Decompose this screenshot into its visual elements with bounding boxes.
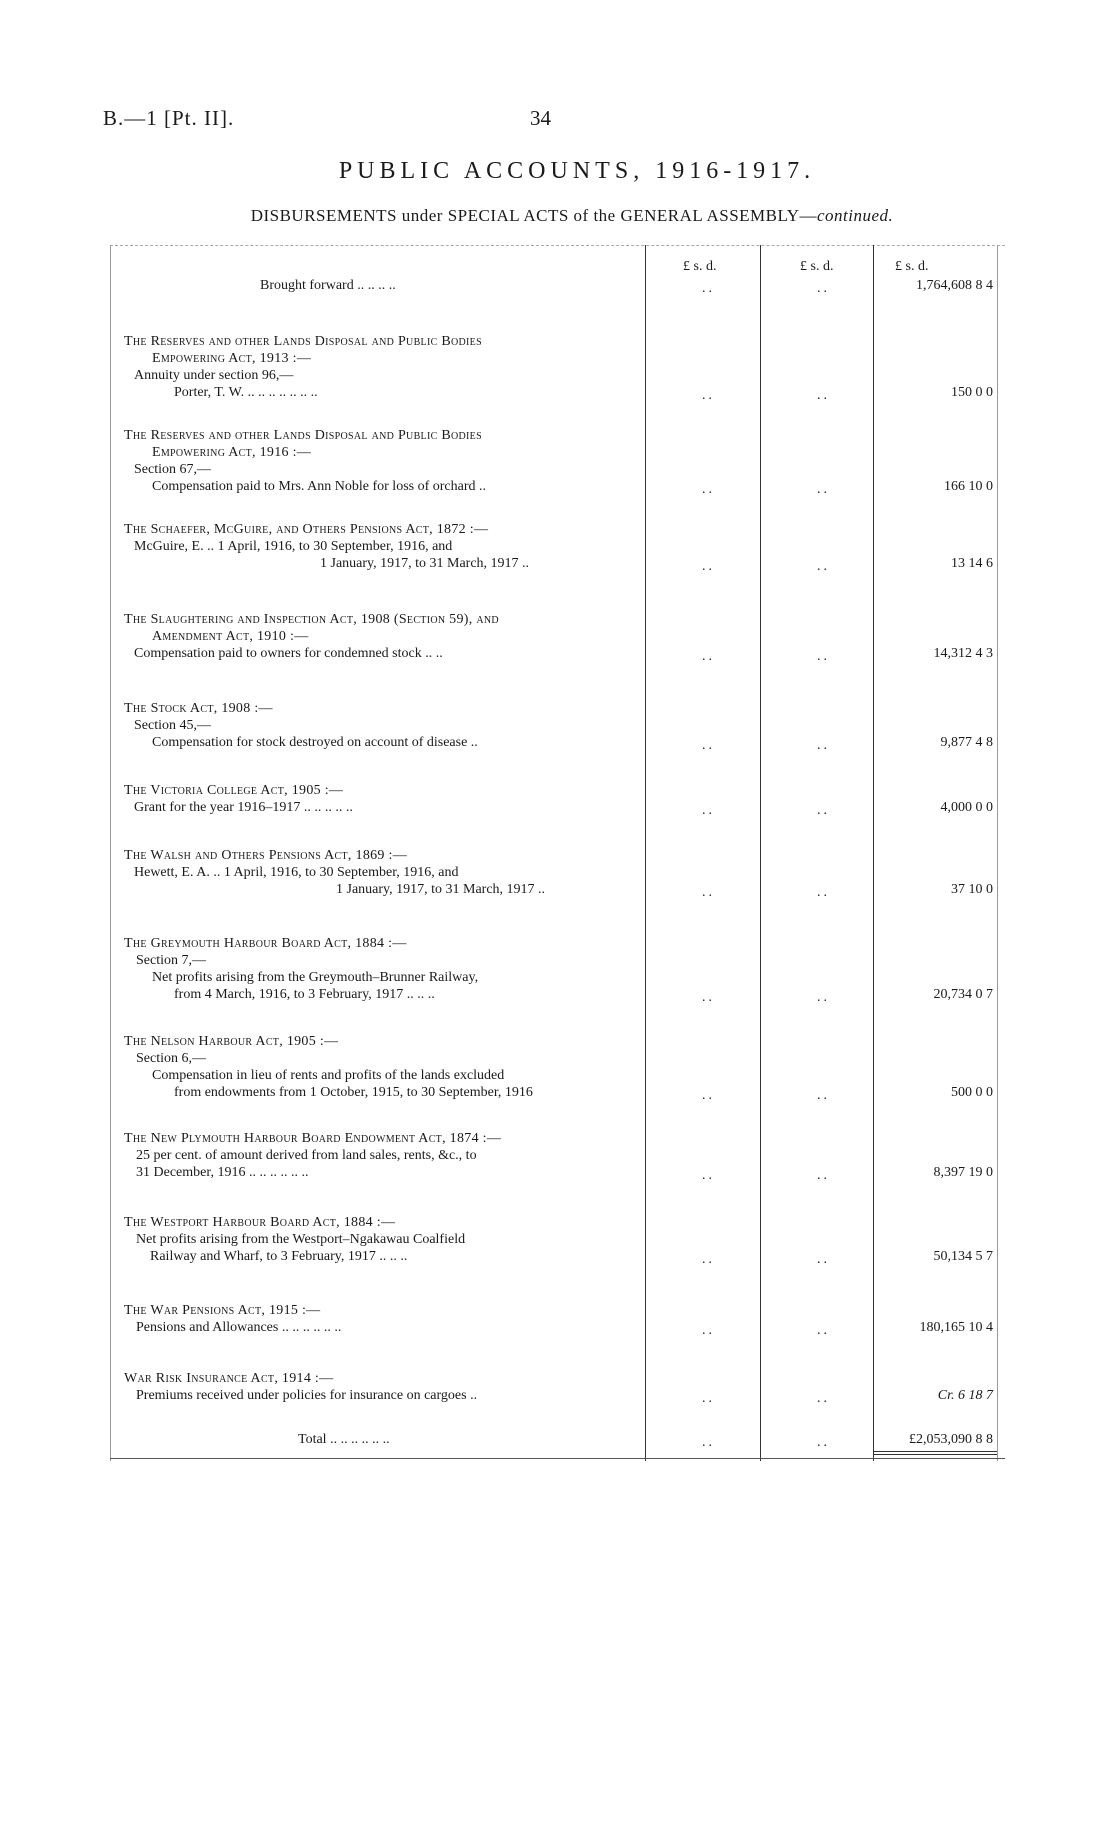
page-title: PUBLIC ACCOUNTS, 1916-1917.: [338, 158, 816, 184]
row-detail: Compensation paid to owners for condemned stock .. ..: [134, 646, 443, 661]
row-amount: 20,734 0 7: [933, 987, 993, 1002]
subtitle-continued: continued.: [816, 206, 894, 225]
row-description: [124, 700, 636, 751]
row-description: [124, 935, 636, 1003]
act-title-cont: Empowering Act, 1916 :—: [152, 445, 312, 460]
row-description: [124, 1214, 636, 1265]
currency-header-col1: £ s. d.: [683, 259, 717, 274]
act-title: The War Pensions Act, 1915 :—: [124, 1303, 321, 1318]
table-top-rule: [110, 245, 1005, 246]
table-right-rule: [997, 245, 998, 1461]
row-detail: Section 6,—: [136, 1051, 206, 1066]
act-title: The Walsh and Others Pensions Act, 1869 :—: [124, 848, 408, 863]
col1-dots: ..: [702, 1168, 715, 1183]
row-detail: Grant for the year 1916–1917 .. .. .. .. ..: [134, 800, 353, 815]
col2-dots: ..: [817, 990, 830, 1005]
act-title: The Reserves and other Lands Disposal and Public Bodies: [124, 334, 482, 349]
total-amount: £2,053,090 8 8: [909, 1432, 993, 1447]
col1-dots: ..: [702, 1391, 715, 1406]
row-detail: Compensation in lieu of rents and profits of the lands excluded: [152, 1068, 505, 1083]
col1-dots: ..: [702, 990, 715, 1005]
col2-dots: ..: [817, 885, 830, 900]
table-bottom-rule: [110, 1458, 1005, 1459]
row-amount: 13 14 6: [951, 556, 993, 571]
col2-dots: ..: [817, 1088, 830, 1103]
act-title: The Greymouth Harbour Board Act, 1884 :—: [124, 936, 407, 951]
row-detail: from 4 March, 1916, to 3 February, 1917 .. .. ..: [174, 987, 435, 1002]
row-description: [124, 1370, 636, 1404]
col1-dots: ..: [702, 649, 715, 664]
row-detail: 1 January, 1917, to 31 March, 1917 ..: [320, 556, 530, 571]
column-divider-1: [645, 245, 646, 1461]
row-detail: 1 January, 1917, to 31 March, 1917 ..: [336, 882, 546, 897]
row-description: [124, 427, 636, 495]
col2-dots: ..: [817, 1252, 830, 1267]
total-col2: ..: [817, 1435, 830, 1450]
col2-dots: ..: [817, 1168, 830, 1183]
col1-dots: ..: [702, 1252, 715, 1267]
row-detail: Premiums received under policies for insurance on cargoes ..: [136, 1388, 478, 1403]
brought-forward-amount: 1,764,608 8 4: [916, 278, 993, 293]
col1-dots: ..: [702, 559, 715, 574]
row-description: [124, 1302, 636, 1336]
page-reference: B.—1 [Pt. II].: [103, 106, 235, 130]
row-detail: Compensation paid to Mrs. Ann Noble for loss of orchard ..: [152, 479, 487, 494]
col2-dots: ..: [817, 803, 830, 818]
row-description: [124, 521, 636, 572]
col2-dots: ..: [817, 1391, 830, 1406]
col2-dots: ..: [817, 482, 830, 497]
row-detail: Pensions and Allowances .. .. .. .. .. ..: [136, 1320, 342, 1335]
col2-dots: ..: [817, 388, 830, 403]
row-description: [124, 847, 636, 898]
row-description: [124, 611, 636, 662]
page-number: 34: [530, 106, 551, 130]
row-amount: 8,397 19 0: [933, 1165, 993, 1180]
col1-dots: ..: [702, 1323, 715, 1338]
act-title: The Nelson Harbour Act, 1905 :—: [124, 1034, 339, 1049]
act-title: The New Plymouth Harbour Board Endowment Act, 1874 :—: [124, 1131, 502, 1146]
row-detail: Net profits arising from the Greymouth–Brunner Railway,: [152, 970, 479, 985]
row-detail: Annuity under section 96,—: [134, 368, 294, 383]
col1-dots: ..: [702, 885, 715, 900]
act-title: The Victoria College Act, 1905 :—: [124, 783, 344, 798]
row-detail: Section 67,—: [134, 462, 211, 477]
act-title: The Schaefer, McGuire, and Others Pensions Act, 1872 :—: [124, 522, 489, 537]
row-amount: 50,134 5 7: [933, 1249, 993, 1264]
row-detail: Section 45,—: [134, 718, 211, 733]
row-description: [124, 333, 636, 401]
col2-dots: ..: [817, 1323, 830, 1338]
row-amount: 150 0 0: [951, 385, 993, 400]
page-subtitle: [0, 206, 1114, 226]
row-amount: 9,877 4 8: [940, 735, 993, 750]
total-label: Total .. .. .. .. .. ..: [298, 1432, 390, 1447]
act-title: The Westport Harbour Board Act, 1884 :—: [124, 1215, 396, 1230]
row-description: [124, 1033, 636, 1101]
row-amount: 4,000 0 0: [940, 800, 993, 815]
subtitle-text: DISBURSEMENTS under SPECIAL ACTS of the GENERAL ASSEMBLY—: [250, 206, 817, 225]
row-description: [124, 782, 636, 816]
act-title: War Risk Insurance Act, 1914 :—: [124, 1371, 334, 1386]
total-col1: ..: [702, 1435, 715, 1450]
column-divider-2: [760, 245, 761, 1461]
total-double-rule: [873, 1451, 997, 1455]
row-detail: Section 7,—: [136, 953, 206, 968]
row-amount: 14,312 4 3: [933, 646, 993, 661]
row-detail: Hewett, E. A. .. 1 April, 1916, to 30 September, 1916, and: [134, 865, 459, 880]
currency-header-col2: £ s. d.: [800, 259, 834, 274]
col1-dots: ..: [702, 482, 715, 497]
row-detail: Porter, T. W. .. .. .. .. .. .. ..: [174, 385, 318, 400]
row-amount: 166 10 0: [944, 479, 993, 494]
col2-dots: ..: [817, 559, 830, 574]
row-detail: McGuire, E. .. 1 April, 1916, to 30 September, 1916, and: [134, 539, 453, 554]
row-detail: Compensation for stock destroyed on account of disease ..: [152, 735, 478, 750]
row-description: [124, 1130, 636, 1181]
act-title: The Reserves and other Lands Disposal and Public Bodies: [124, 428, 482, 443]
row-amount: Cr. 6 18 7: [937, 1388, 993, 1403]
column-divider-3: [873, 245, 874, 1461]
act-title-cont: Amendment Act, 1910 :—: [152, 629, 309, 644]
row-amount: 180,165 10 4: [919, 1320, 993, 1335]
row-detail: 31 December, 1916 .. .. .. .. .. ..: [136, 1165, 309, 1180]
currency-header-col3: £ s. d.: [895, 259, 929, 274]
disbursements-table: [110, 245, 1005, 1461]
row-detail: Railway and Wharf, to 3 February, 1917 .. .. ..: [150, 1249, 408, 1264]
brought-forward-col2: ..: [817, 281, 830, 296]
col1-dots: ..: [702, 803, 715, 818]
row-detail: from endowments from 1 October, 1915, to 30 September, 1916: [174, 1085, 533, 1100]
col1-dots: ..: [702, 738, 715, 753]
col1-dots: ..: [702, 388, 715, 403]
table-left-rule: [110, 245, 111, 1461]
act-title: The Slaughtering and Inspection Act, 1908 (Section 59), and: [124, 612, 499, 627]
row-amount: 500 0 0: [951, 1085, 993, 1100]
row-amount: 37 10 0: [951, 882, 993, 897]
row-detail: Net profits arising from the Westport–Ngakawau Coalfield: [136, 1232, 466, 1247]
act-title: The Stock Act, 1908 :—: [124, 701, 273, 716]
brought-forward-col1: ..: [702, 281, 715, 296]
col1-dots: ..: [702, 1088, 715, 1103]
col2-dots: ..: [817, 738, 830, 753]
act-title-cont: Empowering Act, 1913 :—: [152, 351, 312, 366]
row-detail: 25 per cent. of amount derived from land sales, rents, &c., to: [136, 1148, 477, 1163]
brought-forward-label: Brought forward .. .. .. ..: [260, 278, 396, 293]
col2-dots: ..: [817, 649, 830, 664]
